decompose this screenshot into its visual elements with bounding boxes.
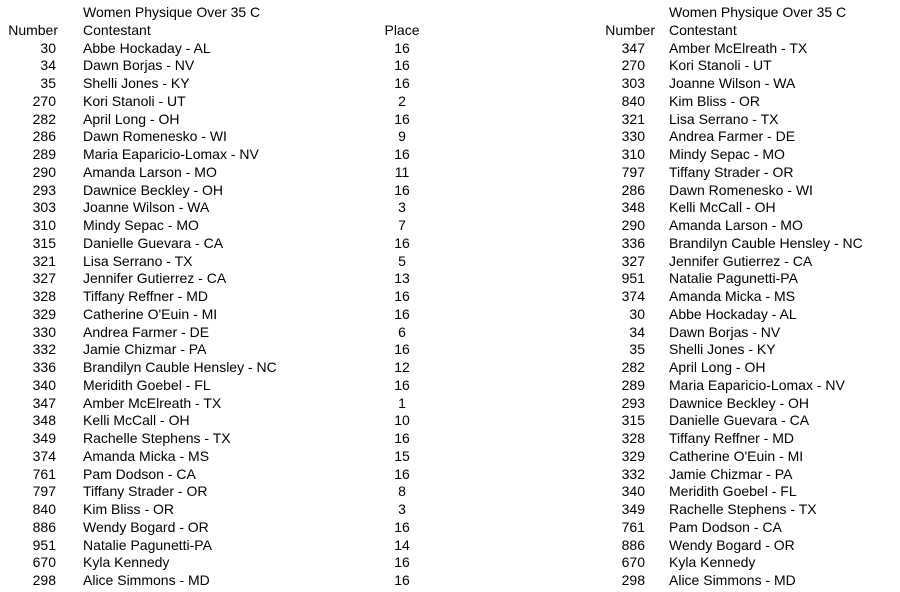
contestant-name: Kim Bliss - OR <box>83 501 174 517</box>
table-row <box>598 111 898 129</box>
contestant-name: April Long - OH <box>83 110 180 127</box>
contestant-number: 321 <box>621 110 645 127</box>
table-row <box>0 537 440 555</box>
contestant-place: 7 <box>398 217 406 233</box>
contestant-place: 16 <box>394 146 410 162</box>
contestant-header: Contestant <box>669 21 737 38</box>
table-row <box>0 182 440 200</box>
right-rows <box>598 40 898 590</box>
contestant-number: 886 <box>621 536 645 553</box>
contestant-name: Tiffany Reffner - MD <box>669 430 795 446</box>
table-row <box>598 341 898 359</box>
contestant-place: 8 <box>398 483 406 500</box>
left-rows <box>0 40 440 590</box>
place-header: Place <box>384 21 420 38</box>
table-row <box>0 554 440 572</box>
table-row <box>0 128 440 146</box>
table-row <box>0 341 440 359</box>
table-row <box>0 199 440 217</box>
contestant-number: 347 <box>32 394 56 411</box>
table-row <box>0 483 440 501</box>
contestant-name: Amber McElreath - TX <box>83 394 222 411</box>
contestant-name: Dawn Borjas - NV <box>83 57 195 74</box>
contestant-number: 797 <box>32 483 56 500</box>
contestant-place: 16 <box>394 39 410 56</box>
contestant-number: 840 <box>621 92 645 109</box>
contestant-number: 329 <box>621 447 645 464</box>
table-row <box>598 217 898 235</box>
table-row <box>0 519 440 537</box>
table-row <box>598 288 898 306</box>
contestant-number: 310 <box>32 217 56 233</box>
contestant-name: Danielle Guevara - CA <box>669 412 810 429</box>
contestant-name: Dawn Borjas - NV <box>669 323 781 340</box>
contestant-number: 797 <box>621 163 645 180</box>
contestant-number: 951 <box>32 536 56 553</box>
table-row <box>0 217 440 235</box>
contestant-header: Contestant <box>83 21 151 38</box>
table-row <box>598 182 898 200</box>
table-row <box>598 501 898 519</box>
contestant-name: Jamie Chizmar - PA <box>669 465 793 482</box>
contestant-name: Maria Eaparicio-Lomax - NV <box>83 146 259 162</box>
contestant-number: 303 <box>621 75 645 91</box>
table-row <box>598 324 898 342</box>
contestant-name: Abbe Hockaday - AL <box>669 305 797 322</box>
table-row <box>598 572 898 590</box>
table-row <box>0 395 440 413</box>
table-row <box>598 93 898 111</box>
contestant-place: 12 <box>394 359 410 375</box>
table-row <box>598 554 898 572</box>
table-row <box>0 270 440 288</box>
contestant-name: Catherine O'Euin - MI <box>83 305 218 322</box>
contestant-place: 16 <box>394 430 410 446</box>
contestant-number: 761 <box>32 465 56 482</box>
contestant-name: Alice Simmons - MD <box>83 572 210 588</box>
contestant-number: 270 <box>621 57 645 74</box>
table-row <box>598 199 898 217</box>
contestant-number: 347 <box>621 39 645 56</box>
left-results-table <box>0 4 440 590</box>
header-row <box>0 22 440 40</box>
contestant-place: 16 <box>394 572 410 588</box>
division-title-row <box>598 4 898 22</box>
table-row <box>598 128 898 146</box>
contestant-place: 16 <box>394 341 410 358</box>
table-row <box>0 359 440 377</box>
contestant-name: Rachelle Stephens - TX <box>669 501 817 517</box>
contestant-place: 10 <box>394 412 410 429</box>
table-row <box>598 359 898 377</box>
contestant-name: Dawnice Beckley - OH <box>669 394 810 411</box>
contestant-name: Natalie Pagunetti-PA <box>669 270 798 287</box>
table-row <box>0 288 440 306</box>
contestant-number: 298 <box>621 572 645 588</box>
contestant-place: 3 <box>398 501 406 517</box>
header-row <box>598 22 898 40</box>
contestant-name: Amanda Micka - MS <box>83 447 210 464</box>
table-row <box>0 501 440 519</box>
contestant-name: Dawn Romenesko - WI <box>669 181 813 198</box>
table-row <box>0 57 440 75</box>
contestant-place: 16 <box>394 57 410 74</box>
table-row <box>0 75 440 93</box>
table-row <box>598 448 898 466</box>
contestant-number: 270 <box>32 92 56 109</box>
contestant-place: 16 <box>394 181 410 198</box>
contestant-name: Dawnice Beckley - OH <box>83 181 224 198</box>
contestant-number: 340 <box>621 483 645 500</box>
contestant-number: 282 <box>621 359 645 375</box>
contestant-number: 332 <box>621 465 645 482</box>
contestant-name: Mindy Sepac - MO <box>669 146 785 162</box>
contestant-number: 348 <box>32 412 56 429</box>
contestant-number: 330 <box>621 128 645 145</box>
contestant-number: 321 <box>32 252 56 269</box>
contestant-number: 327 <box>621 252 645 269</box>
contestant-name: Shelli Jones - KY <box>83 75 190 91</box>
contestant-number: 315 <box>32 234 56 251</box>
contestant-name: Brandilyn Cauble Hensley - NC <box>669 234 863 251</box>
table-row <box>598 270 898 288</box>
contestant-place: 3 <box>398 199 406 216</box>
contestant-name: Kelli McCall - OH <box>669 199 776 216</box>
contestant-number: 670 <box>621 554 645 571</box>
table-row <box>598 519 898 537</box>
contestant-number: 348 <box>621 199 645 216</box>
contestant-number: 329 <box>32 305 56 322</box>
table-row <box>598 235 898 253</box>
contestant-place: 16 <box>394 376 410 393</box>
contestant-name: Joanne Wilson - WA <box>83 199 210 216</box>
contestant-place: 16 <box>394 554 410 571</box>
contestant-number: 30 <box>629 305 645 322</box>
contestant-number: 293 <box>32 181 56 198</box>
table-row <box>0 111 440 129</box>
contestant-number: 290 <box>32 163 56 180</box>
contestant-name: April Long - OH <box>669 359 766 375</box>
contestant-number: 327 <box>32 270 56 287</box>
table-row <box>598 466 898 484</box>
contestant-place: 9 <box>398 128 406 145</box>
contestant-number: 310 <box>621 146 645 162</box>
table-row <box>598 57 898 75</box>
contestant-name: Shelli Jones - KY <box>669 341 776 358</box>
contestant-number: 35 <box>629 341 645 358</box>
contestant-name: Mindy Sepac - MO <box>83 217 199 233</box>
contestant-name: Abbe Hockaday - AL <box>83 39 211 56</box>
contestant-number: 315 <box>621 412 645 429</box>
contestant-name: Wendy Bogard - OR <box>83 518 209 535</box>
contestant-number: 349 <box>32 430 56 446</box>
contestant-number: 289 <box>32 146 56 162</box>
table-row <box>598 306 898 324</box>
contestant-place: 11 <box>394 163 410 180</box>
table-row <box>0 146 440 164</box>
table-row <box>598 146 898 164</box>
contestant-name: Andrea Farmer - DE <box>83 323 210 340</box>
contestant-number: 374 <box>32 447 56 464</box>
table-row <box>0 93 440 111</box>
contestant-number: 34 <box>629 323 645 340</box>
table-row <box>0 377 440 395</box>
table-row <box>0 572 440 590</box>
contestant-place: 16 <box>394 305 410 322</box>
contestant-name: Meridith Goebel - FL <box>83 376 211 393</box>
table-row <box>0 164 440 182</box>
contestant-place: 16 <box>394 465 410 482</box>
contestant-name: Amanda Larson - MO <box>669 217 803 233</box>
contestant-name: Rachelle Stephens - TX <box>83 430 231 446</box>
table-row <box>598 377 898 395</box>
table-row <box>0 430 440 448</box>
contestant-name: Wendy Bogard - OR <box>669 536 795 553</box>
table-row <box>598 40 898 58</box>
contestant-name: Natalie Pagunetti-PA <box>83 536 212 553</box>
contestant-number: 282 <box>32 110 56 127</box>
contestant-name: Meridith Goebel - FL <box>669 483 797 500</box>
contestant-place: 6 <box>398 323 406 340</box>
division-title: Women Physique Over 35 C <box>83 4 261 20</box>
contestant-name: Kyla Kennedy <box>83 554 170 571</box>
contestant-place: 16 <box>394 75 410 91</box>
table-row <box>0 40 440 58</box>
contestant-number: 293 <box>621 394 645 411</box>
contestant-number: 30 <box>40 39 56 56</box>
contestant-name: Amanda Larson - MO <box>83 163 217 180</box>
contestant-name: Joanne Wilson - WA <box>669 75 796 91</box>
contestant-place: 2 <box>398 92 406 109</box>
contestant-name: Jennifer Gutierrez - CA <box>669 252 813 269</box>
contestant-name: Andrea Farmer - DE <box>669 128 796 145</box>
contestant-name: Kori Stanoli - UT <box>83 92 186 109</box>
contestant-number: 951 <box>621 270 645 287</box>
number-header: Number <box>605 21 655 38</box>
table-row <box>0 448 440 466</box>
table-row <box>0 466 440 484</box>
contestant-name: Dawn Romenesko - WI <box>83 128 227 145</box>
contestant-place: 16 <box>394 518 410 535</box>
contestant-number: 330 <box>32 323 56 340</box>
contestant-name: Kelli McCall - OH <box>83 412 190 429</box>
contestant-name: Lisa Serrano - TX <box>669 110 779 127</box>
contestant-number: 374 <box>621 288 645 304</box>
contestant-place: 5 <box>398 252 406 269</box>
contestant-place: 16 <box>394 234 410 251</box>
contestant-place: 15 <box>394 447 410 464</box>
table-row <box>598 75 898 93</box>
table-row <box>598 537 898 555</box>
contestant-name: Brandilyn Cauble Hensley - NC <box>83 359 277 375</box>
contestant-name: Kyla Kennedy <box>669 554 756 571</box>
contestant-number: 340 <box>32 376 56 393</box>
contestant-number: 298 <box>32 572 56 588</box>
table-row <box>0 306 440 324</box>
table-row <box>598 164 898 182</box>
contestant-name: Pam Dodson - CA <box>669 518 782 535</box>
contestant-number: 336 <box>32 359 56 375</box>
contestant-name: Maria Eaparicio-Lomax - NV <box>669 376 845 393</box>
table-row <box>598 430 898 448</box>
table-row <box>598 412 898 430</box>
contestant-place: 14 <box>394 536 410 553</box>
table-row <box>598 483 898 501</box>
contestant-name: Tiffany Strader - OR <box>669 163 794 180</box>
contestant-name: Jennifer Gutierrez - CA <box>83 270 227 287</box>
contestant-number: 289 <box>621 376 645 393</box>
contestant-name: Jamie Chizmar - PA <box>83 341 207 358</box>
contestant-number: 34 <box>40 57 56 74</box>
contestant-name: Catherine O'Euin - MI <box>669 447 804 464</box>
contestant-name: Pam Dodson - CA <box>83 465 196 482</box>
contestant-number: 886 <box>32 518 56 535</box>
division-title: Women Physique Over 35 C <box>669 4 847 20</box>
contestant-number: 761 <box>621 518 645 535</box>
table-row <box>0 324 440 342</box>
contestant-number: 840 <box>32 501 56 517</box>
table-row <box>598 395 898 413</box>
table-row <box>0 412 440 430</box>
contestant-name: Kim Bliss - OR <box>669 92 760 109</box>
contestant-number: 35 <box>40 75 56 91</box>
contestant-name: Kori Stanoli - UT <box>669 57 772 74</box>
division-title-row <box>0 4 440 22</box>
contestant-number: 332 <box>32 341 56 358</box>
contestant-name: Tiffany Strader - OR <box>83 483 208 500</box>
contestant-number: 328 <box>621 430 645 446</box>
contestant-number: 336 <box>621 234 645 251</box>
table-row <box>0 253 440 271</box>
contestant-place: 16 <box>394 110 410 127</box>
contestant-place: 13 <box>394 270 410 287</box>
number-header: Number <box>8 21 58 38</box>
contestant-number: 349 <box>621 501 645 517</box>
table-row <box>0 235 440 253</box>
contestant-name: Danielle Guevara - CA <box>83 234 224 251</box>
contestant-name: Lisa Serrano - TX <box>83 252 193 269</box>
contestant-number: 328 <box>32 288 56 304</box>
contestant-number: 286 <box>32 128 56 145</box>
contestant-number: 670 <box>32 554 56 571</box>
contestant-name: Amber McElreath - TX <box>669 39 808 56</box>
contestant-place: 1 <box>398 394 406 411</box>
contestant-place: 16 <box>394 288 410 304</box>
contestant-name: Amanda Micka - MS <box>669 288 796 304</box>
contestant-name: Tiffany Reffner - MD <box>83 288 209 304</box>
contestant-number: 303 <box>32 199 56 216</box>
contestant-number: 290 <box>621 217 645 233</box>
table-row <box>598 253 898 271</box>
contestant-name: Alice Simmons - MD <box>669 572 796 588</box>
contestant-number: 286 <box>621 181 645 198</box>
right-results-table <box>598 4 898 590</box>
